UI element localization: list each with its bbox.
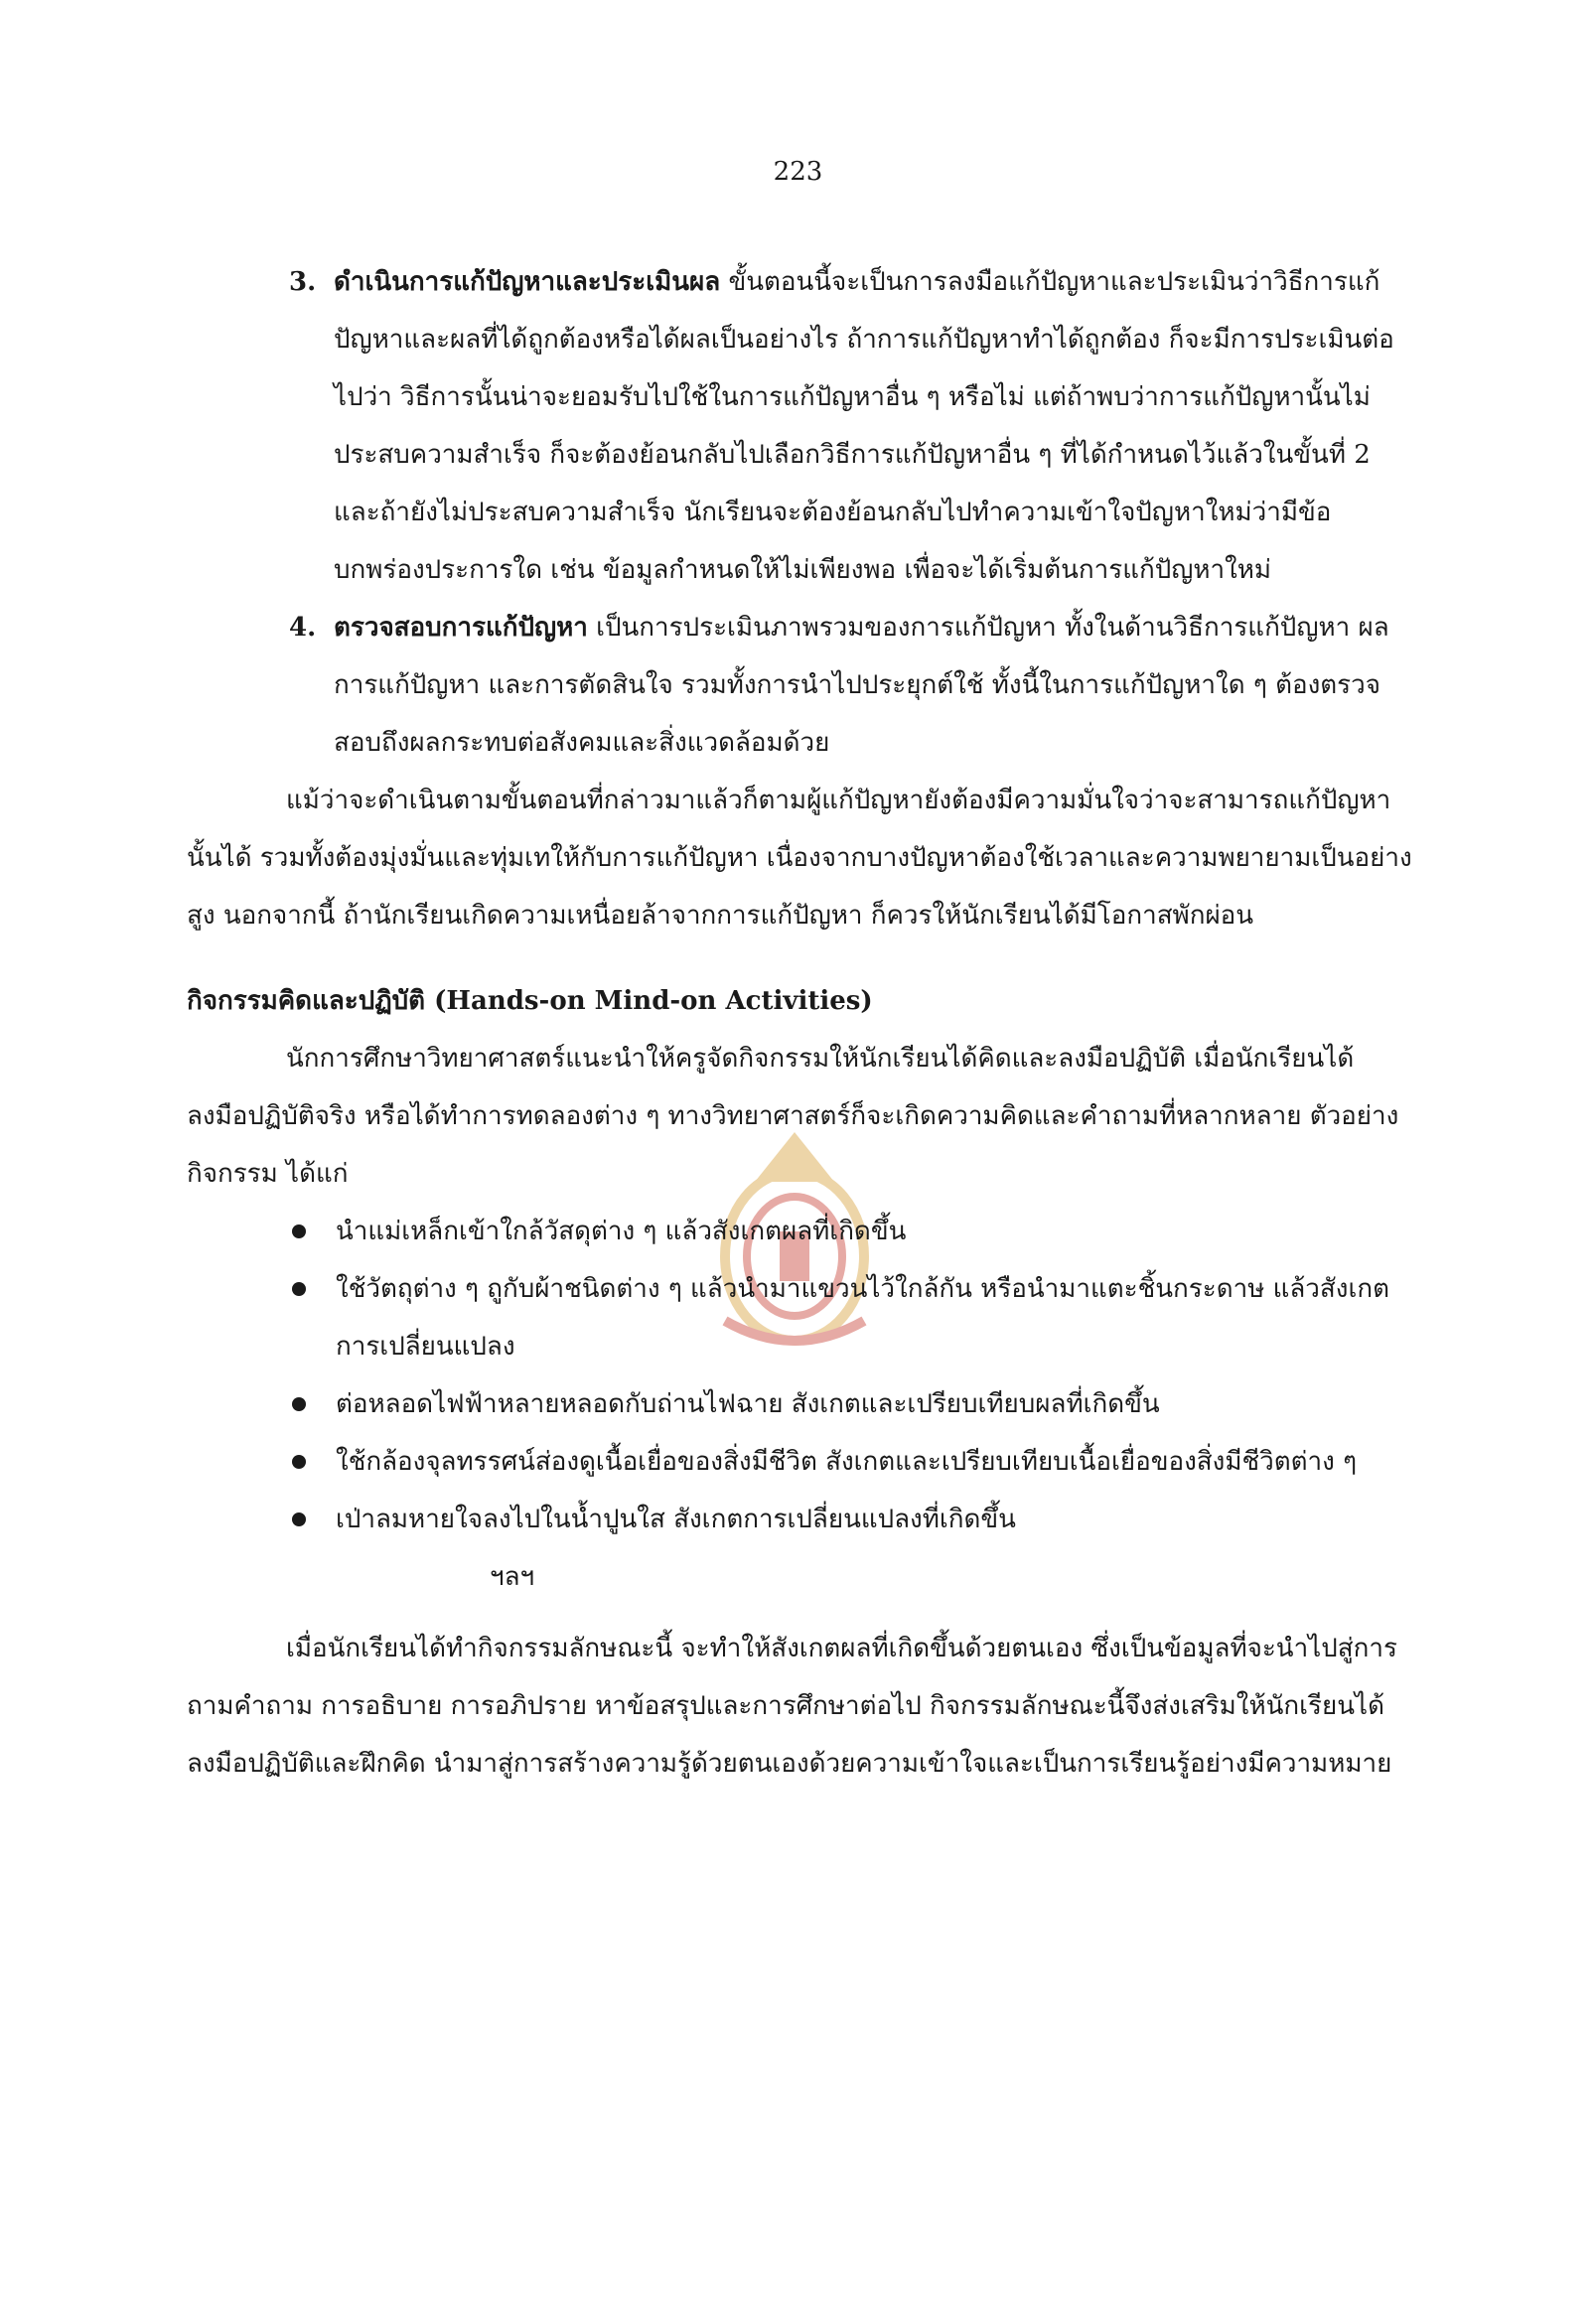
etc-marker: ฯลฯ xyxy=(490,1562,535,1592)
paragraph: แม้ว่าจะดำเนินตามขั้นตอนที่กล่าวมาแล้วก็ตามผู้แก้ปัญหายังต้องมีความมั่นใจว่าจะสามารถแก้ปัญหานั้นได้ รวมทั้งต้องมุ่งมั่นและทุ่มเทให้กับการแก้ปัญหา เนื่องจากบางปัญหาต้องใช้เวลาและความพยายามเป็นอย่างสูง นอกจากนี้ ถ้านักเรียนเกิดความเหนื่อยล้าจากการแก้ปัญหา ก็ควรให้นักเรียนได้มีโอกาสพักผ่อน xyxy=(187,786,1412,931)
item-title: ดำเนินการแก้ปัญหาและประเมินผล xyxy=(334,267,721,297)
list-item: ใช้กล้องจุลทรรศน์ส่องดูเนื้อเยื่อของสิ่งมีชีวิต สังเกตและเปรียบเทียบเนื้อเยื่อของสิ่งมีชีวิตต่าง ๆ xyxy=(187,1433,1413,1491)
item-text: เป็นการประเมินภาพรวมของการแก้ปัญหา ทั้งในด้านวิธีการแก้ปัญหา ผลการแก้ปัญหา และการตัดสินใจ รวมทั้งการนำไปประยุกต์ใช้ ทั้งนี้ในการแก้ปัญหาใด ๆ ต้องตรวจสอบถึงผลกระทบต่อสังคมและสิ่งแวดล้อมด้วย xyxy=(334,613,1389,758)
list-item: นำแม่เหล็กเข้าใกล้วัสดุต่าง ๆ แล้วสังเกตผลที่เกิดขึ้น xyxy=(187,1203,1413,1260)
list-item: ใช้วัตถุต่าง ๆ ถูกับผ้าชนิดต่าง ๆ แล้วนำมาแขวนไว้ใกล้กัน หรือนำมาแตะชิ้นกระดาษ แล้วสังเกตการเปลี่ยนแปลง xyxy=(187,1260,1413,1375)
page-number: 223 xyxy=(773,157,823,187)
bullet-dot-icon xyxy=(292,1397,306,1411)
bullet-dot-icon xyxy=(292,1455,306,1469)
item-number: 4. xyxy=(289,613,317,643)
item-text: ขั้นตอนนี้จะเป็นการลงมือแก้ปัญหาและประเมินว่าวิธีการแก้ปัญหาและผลที่ได้ถูกต้องหรือได้ผลเป็นอย่างไร ถ้าการแก้ปัญหาทำได้ถูกต้อง ก็จะมีการประเมินต่อไปว่า วิธีการนั้นน่าจะยอมรับไปใช้ในการแก้ปัญหาอื่น ๆ หรือไม่ แต่ถ้าพบว่าการแก้ปัญหานั้นไม่ประสบความสำเร็จ ก็จะต้องย้อนกลับไปเลือกวิธีการแก้ปัญหาอื่น ๆ ที่ได้กำหนดไว้แล้วในขั้นที่ 2 และถ้ายังไม่ประสบความสำเร็จ นักเรียนจะต้องย้อนกลับไปทำความเข้าใจปัญหาใหม่ว่ามีข้อบกพร่องประการใด เช่น ข้อมูลกำหนดให้ไม่เพียงพอ เพื่อจะได้เริ่มต้นการแก้ปัญหาใหม่ xyxy=(334,267,1394,585)
list-item: ต่อหลอดไฟฟ้าหลายหลอดกับถ่านไฟฉาย สังเกตและเปรียบเทียบผลที่เกิดขึ้น xyxy=(187,1375,1413,1433)
list-item: เป่าลมหายใจลงไปในน้ำปูนใส สังเกตการเปลี่ยนแปลงที่เกิดขึ้น xyxy=(187,1491,1413,1548)
numbered-item xyxy=(187,599,1413,772)
paragraph: นักการศึกษาวิทยาศาสตร์แนะนำให้ครูจัดกิจกรรมให้นักเรียนได้คิดและลงมือปฏิบัติ เมื่อนักเรียนได้ลงมือปฏิบัติจริง หรือได้ทำการทดลองต่าง ๆ ทางวิทยาศาสตร์ก็จะเกิดความคิดและคำถามที่หลากหลาย ตัวอย่างกิจกรรม ได้แก่ xyxy=(187,1044,1399,1189)
activity-list xyxy=(187,1203,1413,1548)
numbered-item xyxy=(187,253,1413,599)
document-body xyxy=(187,253,1413,1793)
item-number: 3. xyxy=(289,267,317,297)
section-heading: กิจกรรมคิดและปฏิบัติ (Hands-on Mind-on Activities) xyxy=(187,986,873,1016)
paragraph: เมื่อนักเรียนได้ทำกิจกรรมลักษณะนี้ จะทำให้สังเกตผลที่เกิดขึ้นด้วยตนเอง ซึ่งเป็นข้อมูลที่จะนำไปสู่การถามคำถาม การอธิบาย การอภิปราย หาข้อสรุปและการศึกษาต่อไป กิจกรรมลักษณะนี้จึงส่งเสริมให้นักเรียนได้ลงมือปฏิบัติและฝึกคิด นำมาสู่การสร้างความรู้ด้วยตนเองด้วยความเข้าใจและเป็นการเรียนรู้อย่างมีความหมาย xyxy=(187,1634,1397,1779)
item-title: ตรวจสอบการแก้ปัญหา xyxy=(334,613,588,643)
bullet-dot-icon xyxy=(292,1224,306,1238)
bullet-dot-icon xyxy=(292,1512,306,1526)
bullet-dot-icon xyxy=(292,1282,306,1296)
